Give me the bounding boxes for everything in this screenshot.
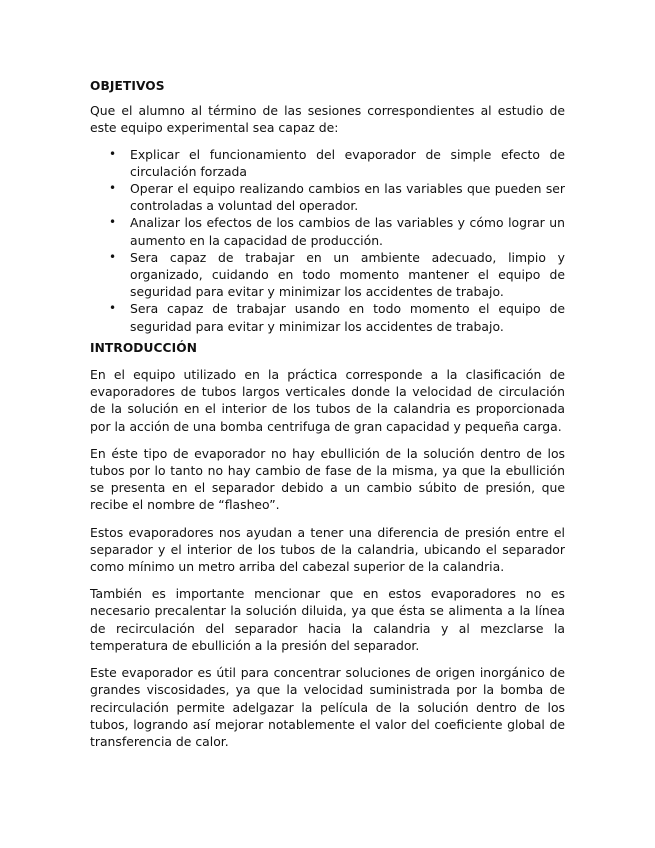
objective-text: Sera capaz de trabajar usando en todo momento el equipo de seguridad para evitar y minimizar los accidentes de trabajo. — [130, 301, 565, 334]
bullet-icon: • — [109, 301, 117, 316]
bullet-icon: • — [109, 146, 117, 161]
objectives-intro: Que el alumno al término de las sesiones correspondientes al estudio de este equipo experimental sea capaz de: — [90, 103, 565, 136]
introduction-paragraph: Este evaporador es útil para concentrar soluciones de origen inorgánico de grandes viscosidades, ya que la velocidad suministrada por la bomba de recirculación permite adelgazar la película de la solución dentro de los tubos, logrando así mejorar notablemente el valor del coeficiente global de transferencia de calor. — [90, 665, 565, 749]
document-page — [90, 74, 565, 760]
introduction-paragraph: En el equipo utilizado en la práctica corresponde a la clasificación de evaporadores de tubos largos verticales donde la velocidad de circulación de la solución en el interior de los tubos de la calandria es proporcionada por la acción de una bomba centrifuga de gran capacidad y pequeña carga. — [90, 367, 565, 434]
objectives-list — [90, 146, 565, 335]
objective-text: Analizar los efectos de los cambios de las variables y cómo lograr un aumento en la capacidad de producción. — [130, 215, 565, 248]
objective-item — [109, 214, 565, 248]
objective-text: Sera capaz de trabajar en un ambiente adecuado, limpio y organizado, cuidando en todo momento mantener el equipo de seguridad para evitar y minimizar los accidentes de trabajo. — [130, 249, 565, 300]
objective-text: Operar el equipo realizando cambios en las variables que pueden ser controladas a voluntad del operador. — [130, 181, 565, 214]
bullet-icon: • — [109, 249, 117, 264]
objective-item — [109, 300, 565, 334]
introduction-heading: INTRODUCCIÓN — [90, 340, 197, 355]
introduction-paragraph: En éste tipo de evaporador no hay ebullición de la solución dentro de los tubos por lo tanto no hay cambio de fase de la misma, ya que la ebullición se presenta en el separador debido a un cambio súbito de presión, que recibe el nombre de “flasheo”. — [90, 445, 565, 513]
objective-item — [109, 146, 565, 180]
bullet-icon: • — [109, 215, 117, 230]
objective-text: Explicar el funcionamiento del evaporador de simple efecto de circulación forzada — [130, 146, 565, 179]
objective-item — [109, 249, 565, 301]
objectives-heading: OBJETIVOS — [90, 79, 165, 93]
introduction-paragraph: Estos evaporadores nos ayudan a tener una diferencia de presión entre el separador y el interior de los tubos de la calandria, ubicando el separador como mínimo un metro arriba del cabezal superior de la calandria. — [90, 524, 565, 575]
introduction-paragraph: También es importante mencionar que en estos evaporadores no es necesario precalentar la solución diluida, ya que ésta se alimenta a la línea de recirculación del separador hacia la calandria y al mezclarse la temperatura de ebullición a la presión del separador. — [90, 586, 565, 653]
bullet-icon: • — [109, 181, 117, 196]
objective-item — [109, 180, 565, 214]
